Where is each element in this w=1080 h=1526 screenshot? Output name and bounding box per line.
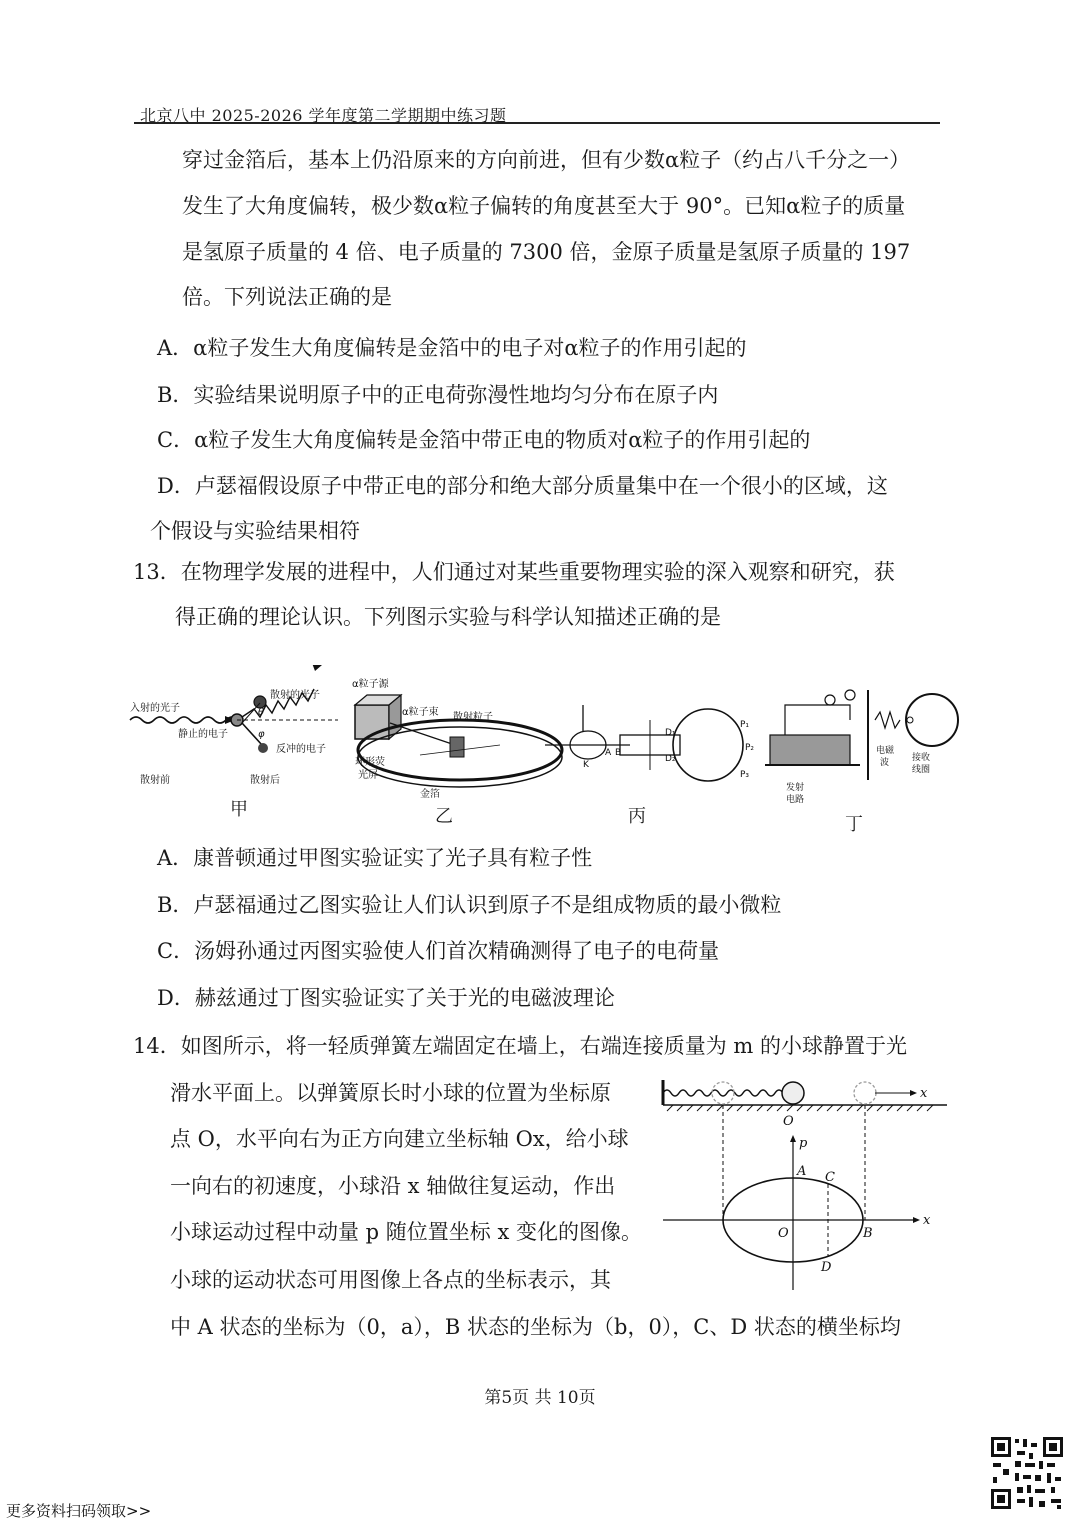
q14-line-2: 滑水平面上。以弹簧原长时小球的位置为坐标原 (170, 1081, 611, 1105)
label-alpha-beam: α粒子束 (402, 707, 439, 718)
q14-line-7: 中 A 状态的坐标为（0，a），B 状态的坐标为（b，0），C、D 状态的横坐标均 (170, 1315, 901, 1339)
label-electron-rest: 静止的电子 (178, 729, 228, 740)
header-divider (134, 122, 940, 124)
q14-line-5: 小球运动过程中动量 p 随位置坐标 x 变化的图像。 (170, 1220, 642, 1244)
caption-jia: 甲 (230, 799, 248, 820)
label-incident-photon: 入射的光子 (130, 703, 180, 714)
qr-code-icon[interactable] (989, 1435, 1065, 1515)
label-ring-screen-1: 环形荧 (355, 757, 385, 768)
q14-line-6: 小球的运动状态可用图像上各点的坐标表示，其 (170, 1268, 611, 1292)
point-b-label: B (863, 1226, 873, 1241)
spring-phase-svg (655, 1075, 955, 1290)
label-p3: P₃ (740, 770, 750, 780)
figure-yi (352, 677, 562, 800)
label-scattered-photon: 散射的光子 (270, 690, 320, 701)
q12-option-a: A．α粒子发生大角度偏转是金箔中的电子对α粒子的作用引起的 (157, 336, 747, 360)
q12-option-d: D．卢瑟福假设原子中带正电的部分和绝大部分质量集中在一个很小的区域，这 (157, 474, 888, 498)
spring-phase-figure (655, 1075, 955, 1294)
label-gold-foil: 金箔 (420, 789, 440, 800)
q12-option-d-cont: 个假设与实验结果相符 (150, 519, 360, 543)
q13-line-1: 13．在物理学发展的进程中，人们通过对某些重要物理实验的深入观察和研究，获 (133, 560, 895, 584)
q13-option-a: A．康普顿通过甲图实验证实了光子具有粒子性 (157, 846, 593, 870)
q12-option-b: B．实验结果说明原子中的正电荷弥漫性地均匀分布在原子内 (157, 383, 719, 407)
q12-line-2: 发生了大角度偏转，极少数α粒子偏转的角度甚至大于 90°。已知α粒子的质量 (182, 194, 906, 218)
q13-option-b: B．卢瑟福通过乙图实验让人们认识到原子不是组成物质的最小微粒 (157, 893, 782, 917)
label-d2: D₂ (665, 754, 676, 764)
q13-figures (120, 665, 970, 839)
caption-yi: 乙 (435, 806, 453, 827)
label-after: 散射后 (250, 775, 280, 786)
label-d1: D₁ (665, 728, 676, 738)
q14-line-1: 14．如图所示，将一轻质弹簧左端固定在墙上，右端连接质量为 m 的小球静置于光 (133, 1034, 907, 1058)
caption-ding: 丁 (845, 814, 863, 835)
label-wave-1: 电磁 (876, 746, 895, 756)
label-phi: φ (258, 729, 265, 740)
q13-option-d: D．赫兹通过丁图实验证实了关于光的电磁波理论 (157, 986, 615, 1010)
label-k: K (583, 760, 589, 770)
qr-svg (989, 1435, 1065, 1511)
q12-line-4: 倍。下列说法正确的是 (182, 285, 392, 309)
label-a: A (605, 748, 612, 758)
caption-bing: 丙 (628, 806, 646, 827)
figure-jia (130, 665, 338, 786)
label-p2: P₂ (745, 743, 755, 753)
label-receive-1: 接收 (912, 753, 931, 763)
figure-bing (545, 705, 754, 781)
point-d-label: D (821, 1260, 832, 1275)
q12-line-3: 是氢原子质量的 4 倍、电子质量的 7300 倍，金原子质量是氢原子质量的 197 (182, 240, 911, 264)
label-ring-screen-2: 光屏 (358, 770, 378, 781)
label-before: 散射前 (140, 775, 170, 786)
page-number: 第5页 共 10页 (484, 1388, 596, 1408)
label-p1: P₁ (740, 720, 750, 730)
label-wave-2: 波 (880, 758, 890, 768)
label-scattered-particle: 散射粒子 (453, 712, 493, 723)
label-theta: θ (258, 707, 265, 718)
label-alpha-source: α粒子源 (352, 679, 389, 690)
label-b: B (615, 748, 622, 758)
label-transmit-2: 电路 (786, 795, 805, 805)
q13-option-c: C．汤姆孙通过丙图实验使人们首次精确测得了电子的电荷量 (157, 939, 720, 963)
q14-line-3: 点 O，水平向右为正方向建立坐标轴 Ox，给小球 (170, 1127, 629, 1151)
phase-x-label: x (923, 1213, 931, 1228)
figure-ding (765, 690, 958, 805)
exam-header-title: 北京八中 2025-2026 学年度第二学期期中练习题 (140, 106, 507, 125)
phase-p-label: p (799, 1136, 808, 1151)
point-a-label: A (797, 1164, 807, 1179)
q14-line-4: 一向右的初速度，小球沿 x 轴做往复运动，作出 (170, 1174, 616, 1198)
q13-line-2: 得正确的理论认识。下列图示实验与科学认知描述正确的是 (175, 605, 721, 629)
more-resources-link[interactable]: 更多资料扫码领取>> (6, 1502, 152, 1520)
label-receive-2: 线圈 (912, 765, 931, 775)
q12-option-c: C．α粒子发生大角度偏转是金箔中带正电的物质对α粒子的作用引起的 (157, 428, 811, 452)
phase-origin-label: O (778, 1226, 789, 1241)
label-transmit-1: 发射 (786, 783, 805, 793)
top-origin-label: O (783, 1114, 794, 1129)
label-recoil-electron: 反冲的电子 (276, 744, 326, 755)
q12-line-1: 穿过金箔后，基本上仍沿原来的方向前进，但有少数α粒子（约占八千分之一） (182, 148, 911, 172)
point-c-label: C (825, 1170, 835, 1185)
top-x-label: x (920, 1086, 928, 1101)
